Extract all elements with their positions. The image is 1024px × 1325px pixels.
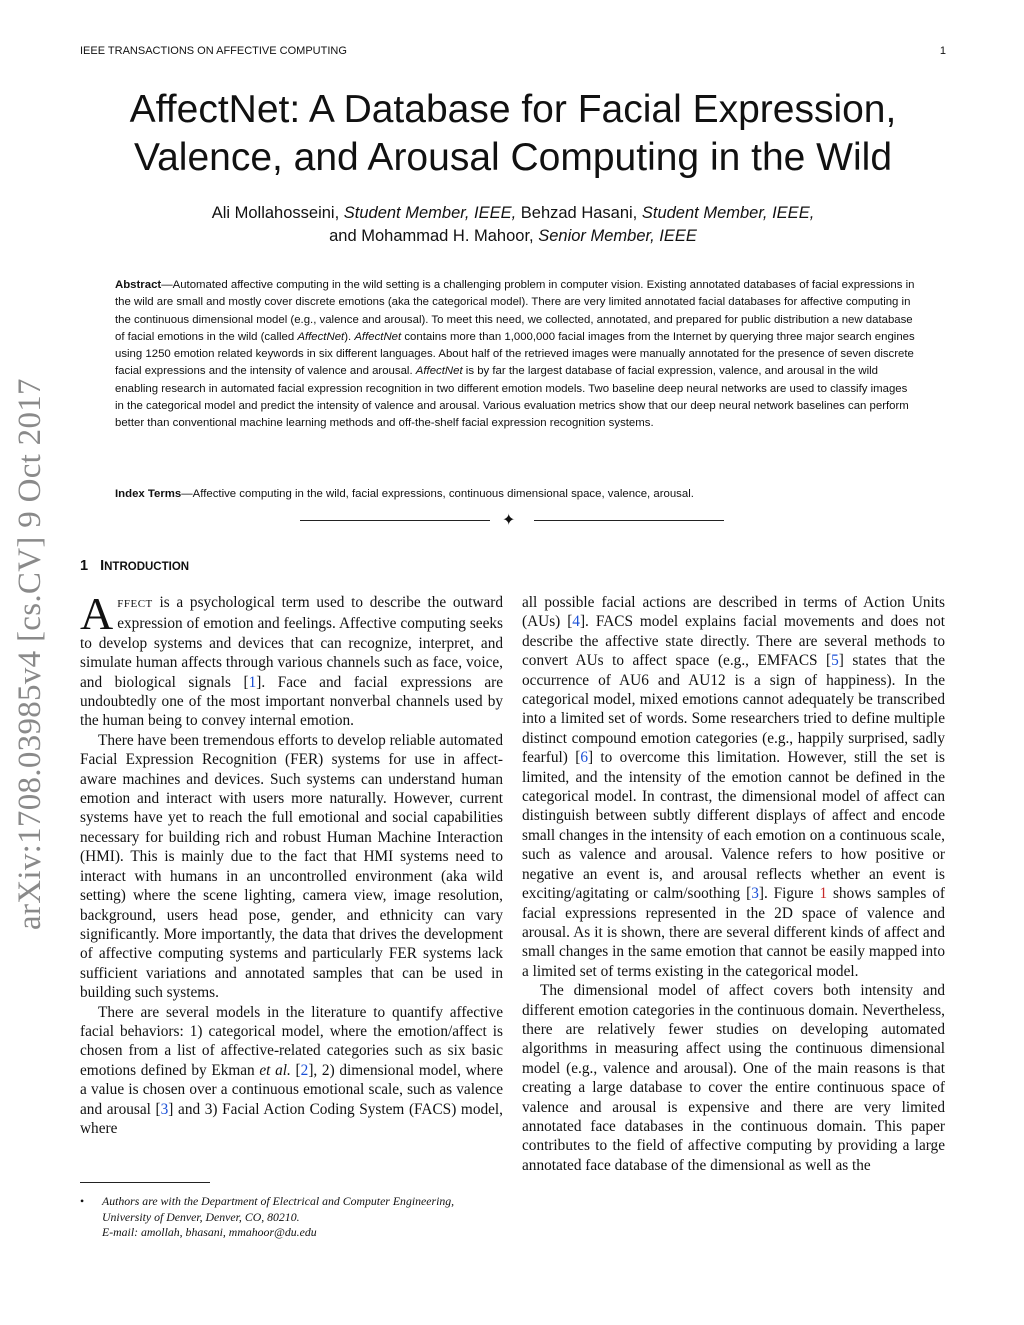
abstract-text: contains more than 1,000,000 facial images from the Internet by querying three major search engines using 1250 emotion related keywords in six different languages. About half of the retrieved images were manually annotated for the presence of seven discrete facial expressions and the intensity of valence and arousal. [115,330,915,378]
paragraph-text: all possible facial actions are described in terms of Action Units (AUs) [ [522,594,945,631]
left-column [80,588,503,1138]
citation-link[interactable]: 2 [300,1061,309,1079]
abstract-text: —Automated affective computing in the wild setting is a challenging problem in computer vision. Existing annotated databases of facial expressions in the wild are small and mostly cover discrete emotions (aka the categorical model). There are very limited annotated facial databases for affective computing in the continuous dimensional model (e.g., valence and arousal). To meet this need, we collected, annotated, and prepared for public distribution a new database of facial emotions in the wild (called [115,279,915,343]
separator-diamond-icon: ✦ [502,512,516,529]
paragraph [80,588,503,731]
paragraph-text: ] and 3) Facial Action Coding System (FACS) model, where [80,1100,503,1137]
paragraph-text: is a psychological term used to describe the outward expression of emotion and feelings. Affective computing seeks to develop systems and devices that can recognize, interpret, and simulate human affects through various channels such as face, voice, and biological signals [ [80,594,503,691]
author-membership: Student Member, IEEE, [641,204,815,222]
citation-link[interactable]: 4 [572,613,580,631]
paragraph: The dimensional model of affect covers both intensity and different emotion categories in the continuous domain. Nevertheless, there are relatively fewer studies on developing automated algorithms in measuring affect using the continuous dimensional model (e.g., valence and arousal). One of the main reasons is that creating a large database to cover the entire continuous space of valence and arousal is expensive and there are very limited annotated face databases in the continuous domain. This paper contributes to the field of affective computing by providing a large annotated face database of the dimensional as well as the [522,982,945,1174]
dataset-name: AffectNet [297,330,345,343]
abstract [115,277,915,433]
citation-link[interactable]: 3 [160,1100,169,1118]
paragraph [80,1003,503,1139]
author-name: and Mohammad H. Mahoor, [329,227,539,245]
separator-line-left [300,520,490,521]
dataset-name: AffectNet [354,330,402,343]
footnote-text [102,1194,503,1241]
paragraph-text: There are several models in the literature to quantify affective facial behaviors: 1) categorical model, where the emotion/affect is chosen from a list of affective-related categories such as six basic emotions defined by Ekman [80,1003,503,1079]
paragraph-text: shows samples of facial expressions represented in the 2D space of valence and arousal. As it is shown, there are several different kinds of affect and small changes in the same emotion that cannot be easily mapped into a limited set of terms existing in the categorical model. [522,885,946,980]
paragraph-text: [ [290,1061,301,1079]
paper-title [80,86,946,182]
footnote-line: Authors are with the Department of Electrical and Computer Engineering, [102,1194,455,1208]
authors-line-2 [80,225,946,248]
author-membership: Senior Member, IEEE [538,227,697,245]
small-caps-word: FFECT [117,598,153,610]
figure-reference-link[interactable]: 1 [819,885,828,903]
authors-line-1 [80,202,946,225]
journal-name: IEEE TRANSACTIONS ON AFFECTIVE COMPUTING [80,45,347,57]
index-terms [115,486,915,503]
author-name: Behzad Hasani, [516,204,642,222]
paragraph [522,593,945,981]
section-title-initial: I [100,558,105,574]
page-number: 1 [939,45,946,57]
title-line-2: Valence, and Arousal Computing in the Wild [133,136,893,179]
arxiv-identifier-stamp: arXiv:1708.03985v4 [cs.CV] 9 Oct 2017 [12,378,48,930]
separator-line-right [534,520,724,521]
paragraph-text: ]. Face and facial expressions are undoubtedly one of the most important nonverbal channels used by the human being to convey internal emotion. [80,673,503,730]
paragraph-text: ]. Figure [758,885,820,903]
index-terms-text: —Affective computing in the wild, facial expressions, continuous dimensional space, valence, arousal. [181,488,694,500]
paragraph: There have been tremendous efforts to develop reliable automated Facial Expression Recognition (FER) systems for use in affect-aware machines and devices. Such systems can understand human emotion and interact with users more naturally. However, current systems have yet to reach the full emotional and social capabilities necessary for building rich and robust Human Machine Interaction (HMI). This is mainly due to the fact that HMI systems need to interact with humans in an uncontrolled environment (aka wild setting) where the scene lighting, camera view, image resolution, background, users head pose, gender, and ethnicity can vary significantly. More importantly, the data that drives the development of affective computing systems and particularly FER systems lack sufficient variations and annotated samples that can be used in building such systems. [80,731,503,1002]
et-al: et al. [259,1061,291,1079]
abstract-text: is by far the largest database of facial expression, valence, and arousal in the wild enabling research in automated facial expression recognition in two different emotion models. Two baseline deep neural networks are used to classify images in the categorical model and predict the intensity of valence and arousal. Various evaluation metrics show that our deep neural network baselines can perform better than conventional machine learning methods and off-the-shelf facial expression recognition systems. [115,365,909,430]
paragraph-text: ]. FACS model explains facial movements and does not describe the affective state directly. There are several methods to convert AUs to affect space (e.g., EMFACS [ [522,613,946,670]
footnote-rule [80,1182,210,1183]
drop-cap: A [80,588,114,639]
index-terms-label: Index Terms [115,488,182,500]
right-column [522,593,945,1175]
citation-link[interactable]: 6 [580,749,588,767]
author-list [80,202,946,248]
paragraph-text: ], 2) dimensional model, where a value is chosen over a continuous emotional scale, such as valence and arousal [ [80,1061,503,1118]
section-title-rest: NTRODUCTION [104,561,190,573]
abstract-label: Abstract [115,279,162,291]
citation-link[interactable]: 5 [831,652,839,670]
footnote-line: E-mail: amollah, bhasani, mmahoor@du.edu [102,1225,317,1239]
dataset-name: AffectNet [415,365,463,378]
citation-link[interactable]: 3 [751,885,759,903]
section-separator [300,512,724,532]
abstract-text: ). [344,330,355,343]
author-membership: Student Member, IEEE, [343,204,517,222]
footnote-bullet: • [80,1194,85,1208]
section-heading [80,558,189,574]
author-name: Ali Mollahosseini, [211,204,344,222]
citation-link[interactable]: 1 [248,673,257,691]
author-affiliation-footnote [80,1194,503,1241]
running-header [80,45,946,61]
title-line-1: AffectNet: A Database for Facial Expression, [129,88,897,131]
paragraph-text: ] states that the occurrence of AU6 and AU12 is a sign of happiness). In the categorical model, mixed emotions cannot adequately be transcribed into a limited set of words. Some researchers tried to define multiple distinct compound emotion categories (e.g., happily surprised, sadly fearful) [ [522,652,945,767]
footnote-line: University of Denver, Denver, CO, 80210. [102,1209,300,1224]
section-number: 1 [80,558,89,574]
paragraph-text: ] to overcome this limitation. However, still the set is limited, and the intensity of the emotion cannot be defined in the categorical model. In contrast, the dimensional model of affect can distinguish between subtly different displays of affect and encode small changes in the intensity of each emotion on a continuous scale, such as valence and arousal. Valence refers to how positive or negative an event is, and arousal reflects whether an event is exciting/agitating or calm/soothing [ [522,749,945,903]
